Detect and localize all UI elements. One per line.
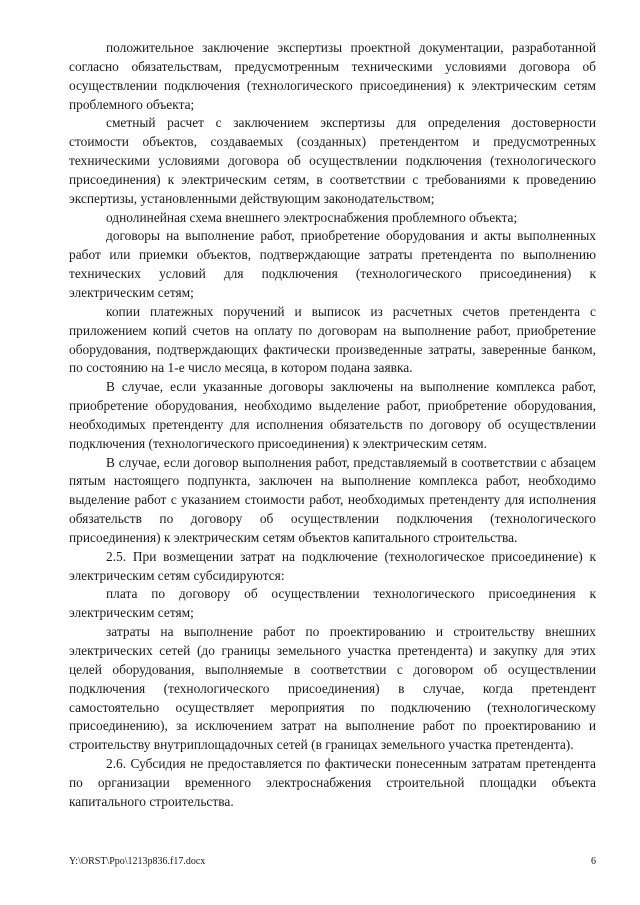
footer-file-path: Y:\ORST\Ppo\1213p836.f17.docx — [69, 856, 206, 867]
page-footer — [69, 856, 596, 868]
paragraph: затраты на выполнение работ по проектированию и строительству внешних электрических сетей (до границы земельного участка претендента) и закупку для этих целей оборудования, выполняемые в соответствии с договором об осуществлении подключения (технологического присоединения) в случае, когда претендент самостоятельно осуществляет мероприятия по подключению (технологическому присоединению), за исключением затрат на выполнение работ по проектированию и строительству внутриплощадочных сетей (в границах земельного участка претендента). — [69, 624, 596, 753]
paragraph: плата по договору об осуществлении технологического присоединения к электрическим сетям; — [69, 586, 596, 621]
paragraph: договоры на выполнение работ, приобретение оборудования и акты выполненных работ или приемки объектов, подтверждающие затраты претендента по выполнению технических условий для подключения (технологического присоединения) к электрическим сетям; — [69, 228, 596, 300]
paragraph: сметный расчет с заключением экспертизы для определения достоверности стоимости объектов, создаваемых (созданных) претендентом и предусмотренных техническими условиями договора об осуществлении подключения (технологического присоединения) к электрическим сетям, в соответствии с требованиями к проведению экспертизы, установленными действующим законодательством; — [69, 115, 596, 206]
paragraph: однолинейная схема внешнего электроснабжения проблемного объекта; — [106, 209, 518, 225]
paragraph: В случае, если договор выполнения работ, представляемый в соответствии с абзацем пятым настоящего подпункта, заключен на выполнение комплекса работ, необходимо выделение работ с указанием стоимости работ, необходимых претенденту для исполнения обязательств по договору об осуществлении подключения (технологического присоединения) к электрическим сетям объектов капитального строительства. — [69, 454, 596, 545]
section-heading-paragraph: 2.6. Субсидия не предоставляется по фактически понесенным затратам претендента по организации временного электроснабжения строительной площадки объекта капитального строительства. — [69, 756, 596, 809]
paragraph: копии платежных поручений и выписок из расчетных счетов претендента с приложением копий счетов на оплату по договорам на выполнение работ, приобретение оборудования, подтверждающих фактически произведенные затраты, заверенные банком, по состоянию на 1-е число месяца, в котором подана заявка. — [69, 303, 596, 376]
paragraph: В случае, если указанные договоры заключены на выполнение комплекса работ, приобретение оборудования, необходимо выделение работ, приобретение оборудования, необходимых претенденту для исполнения обязательств по договору об осуществлении подключения (технологического присоединения) к электрическим сетям. — [69, 379, 596, 451]
document-body — [69, 39, 596, 812]
page-number: 6 — [591, 856, 596, 867]
section-heading-paragraph: 2.5. При возмещении затрат на подключение (технологическое присоединение) к электрическим сетям субсидируются: — [69, 548, 596, 583]
paragraph: положительное заключение экспертизы проектной документации, разработанной согласно обязательствам, предусмотренным техническими условиями договора об осуществлении подключения (технологического присоединения) к электрическим сетям проблемного объекта; — [69, 40, 596, 112]
